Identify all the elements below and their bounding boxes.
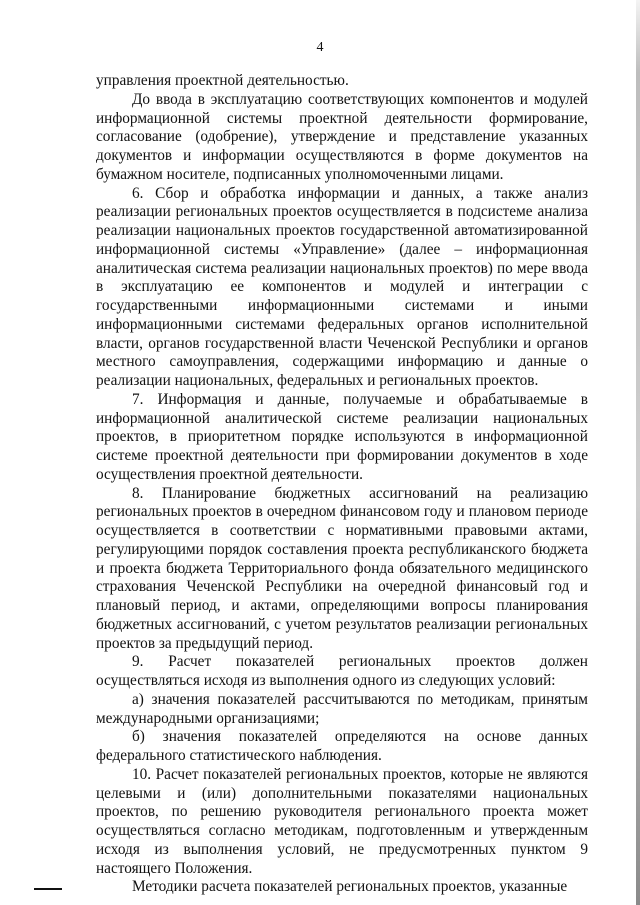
paragraph-item-8: 8. Планирование бюджетных ассигнований на реализацию региональных проектов в очередном финансовом году и плановом периоде осуществляется в соответствии с нормативными правовыми актами, регулирующими порядок составления проекта республиканского бюджета и проекта бюджета Территориального фонда обязательного медицинского страхования Чеченской Республики на очередной финансовый год и плановый период, и актами, определяющими вопросы планирования бюджетных ассигнований, с учетом результатов реализации региональных проектов за предыдущий период. — [96, 484, 588, 652]
paragraph-item-9: 9. Расчет показателей региональных проектов должен осуществляться исходя из выполнения одного из следующих условий: — [96, 653, 588, 689]
paragraph-item-6: 6. Сбор и обработка информации и данных, а также анализ реализации региональных проектов осуществляется в подсистеме анализа реализации национальных проектов государственной автоматизированной информационной системы «Управление» (далее – информационная аналитическая система реализации национальных проектов) по мере ввода в эксплуатацию ее компонентов и модулей и интеграции с государственными информационными системами и иными информационными системами федеральных органов исполнительной власти, органов государственной власти Чеченской Республики и органов местного самоуправления, содержащими информацию и данные о реализации национальных, федеральных и региональных проектов. — [96, 184, 588, 389]
document-body — [96, 72, 588, 897]
paragraph-before-commissioning: До ввода в эксплуатацию соответствующих компонентов и модулей информационной системы проектной деятельности формирование, согласование (одобрение), утверждение и представление указанных документов и информации осуществляются в форме документов на бумажном носителе, подписанных уполномоченными лицами. — [96, 90, 588, 183]
paragraph-item-9a: а) значения показателей рассчитываются по методикам, принятым международными организациями; — [96, 690, 588, 727]
paragraph-item-10: 10. Расчет показателей региональных проектов, которые не являются целевыми и (или) дополнительными показателями национальных проектов, по решению руководителя регионального проекта может осуществляться согласно методикам, подготовленным и утвержденным исходя из выполнения условий, не предусмотренных пунктом 9 настоящего Положения. — [96, 765, 588, 877]
paragraph-continuation: управления проектной деятельностью. — [96, 72, 349, 89]
paragraph-methodologies: Методики расчета показателей региональных проектов, указанные — [132, 878, 568, 896]
page-number: 4 — [316, 40, 324, 55]
scan-margin-edge — [636, 0, 640, 905]
paragraph-item-7: 7. Информация и данные, получаемые и обрабатываемые в информационной аналитической системе реализации национальных проектов, в приоритетном порядке используются в информационной системе проектной деятельности при формировании документов в ходе осуществления проектной деятельности. — [96, 390, 588, 483]
scan-bottom-mark — [34, 888, 62, 890]
paragraph-item-9b: б) значения показателей определяются на основе данных федерального статистического наблюдения. — [96, 728, 588, 764]
